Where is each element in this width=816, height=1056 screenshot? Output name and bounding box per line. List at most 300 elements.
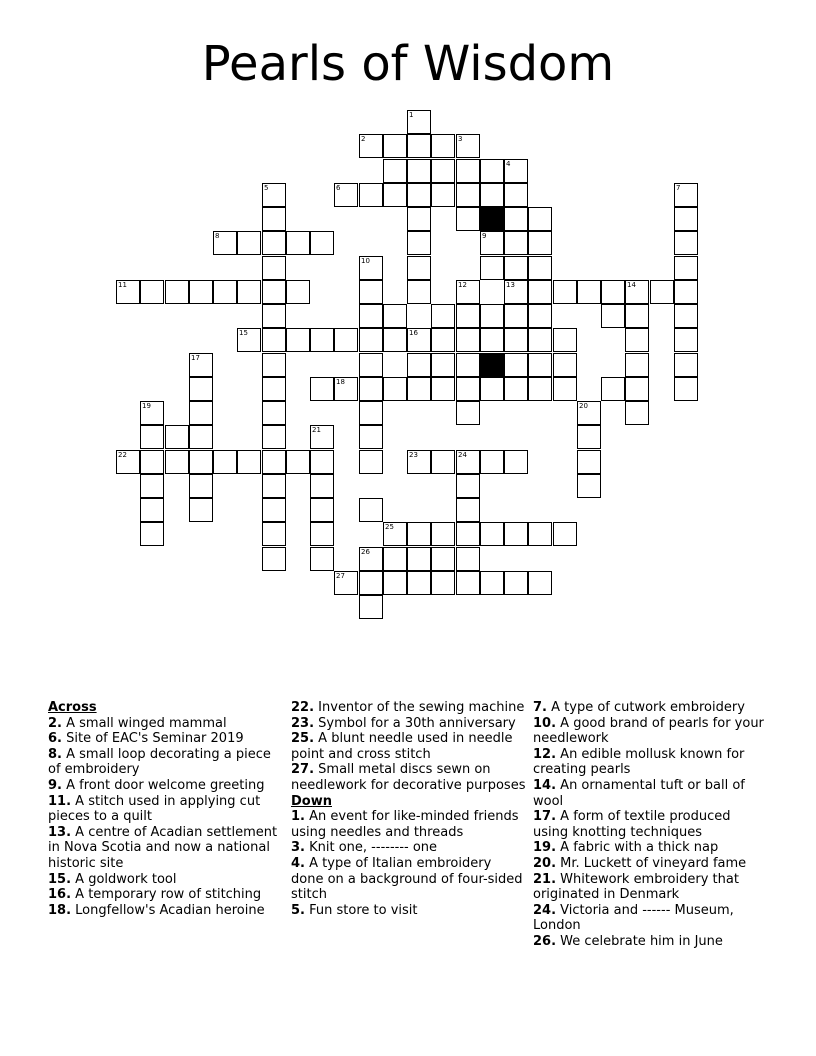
grid-cell[interactable] xyxy=(480,231,504,255)
clue-heading-down: Down xyxy=(291,793,332,809)
grid-cell[interactable] xyxy=(237,328,261,352)
clue-text: A centre of Acadian settlement in Nova Scotia and now a national historic site xyxy=(48,824,278,871)
grid-cell[interactable] xyxy=(674,353,698,377)
grid-cell[interactable] xyxy=(407,110,431,134)
cell-number: 24 xyxy=(458,451,467,459)
grid-cell[interactable] xyxy=(359,571,383,595)
cell-number: 6 xyxy=(336,184,341,192)
clue-item xyxy=(48,903,284,919)
clue-item xyxy=(533,934,769,950)
grid-cell[interactable] xyxy=(140,450,164,474)
grid-cell[interactable] xyxy=(528,377,552,401)
grid-cell[interactable] xyxy=(504,328,528,352)
clue-item xyxy=(533,809,769,840)
clue-text: A blunt needle used in needle point and cross stitch xyxy=(291,731,513,762)
cell-number: 15 xyxy=(239,329,248,337)
grid-cell[interactable] xyxy=(456,134,480,158)
clue-number: 7. xyxy=(533,700,547,715)
grid-cell[interactable] xyxy=(213,231,237,255)
grid-cell[interactable] xyxy=(407,522,431,546)
grid-cell[interactable] xyxy=(528,231,552,255)
grid-cell[interactable] xyxy=(286,450,310,474)
grid-cell[interactable] xyxy=(116,280,140,304)
clue-number: 8. xyxy=(48,746,62,762)
clue-text: A good brand of pearls for your needlework xyxy=(533,715,764,747)
cell-number: 20 xyxy=(579,402,588,410)
grid-cell[interactable] xyxy=(674,256,698,280)
grid-cell[interactable] xyxy=(383,571,407,595)
grid-cell[interactable] xyxy=(407,183,431,207)
grid-cell[interactable] xyxy=(237,231,261,255)
grid-cell[interactable] xyxy=(359,134,383,158)
grid-cell[interactable] xyxy=(480,377,504,401)
grid-cell[interactable] xyxy=(310,231,334,255)
grid-cell[interactable] xyxy=(383,377,407,401)
clue-text: A front door welcome greeting xyxy=(66,777,265,793)
grid-cell[interactable] xyxy=(528,522,552,546)
grid-cell[interactable] xyxy=(577,474,601,498)
grid-cell[interactable] xyxy=(431,328,455,352)
grid-cell[interactable] xyxy=(213,450,237,474)
grid-cell[interactable] xyxy=(334,571,358,595)
cell-number: 12 xyxy=(458,281,467,289)
clue-item xyxy=(48,872,284,888)
grid-cell[interactable] xyxy=(480,328,504,352)
grid-cell[interactable] xyxy=(456,207,480,231)
clue-number: 10. xyxy=(533,715,557,731)
grid-cell[interactable] xyxy=(237,450,261,474)
clue-column-1 xyxy=(48,700,284,918)
clue-number: 20. xyxy=(533,855,557,871)
grid-cell[interactable] xyxy=(237,280,261,304)
grid-cell[interactable] xyxy=(262,450,286,474)
grid-cell[interactable] xyxy=(456,401,480,425)
grid-cell[interactable] xyxy=(431,450,455,474)
clue-number: 18. xyxy=(48,902,72,918)
grid-cell[interactable] xyxy=(383,304,407,328)
clue-text: A form of textile produced using knotting techniques xyxy=(533,809,731,840)
grid-cell[interactable] xyxy=(310,450,334,474)
cell-number: 9 xyxy=(482,232,487,240)
clue-text: Longfellow's Acadian heroine xyxy=(75,902,265,918)
grid-cell[interactable] xyxy=(625,280,649,304)
grid-cell[interactable] xyxy=(407,377,431,401)
clue-number: 1. xyxy=(291,809,305,825)
clue-item xyxy=(48,794,284,825)
grid-cell[interactable] xyxy=(383,183,407,207)
grid-cell[interactable] xyxy=(431,547,455,571)
grid-cell[interactable] xyxy=(262,425,286,449)
cell-number: 3 xyxy=(458,135,463,143)
grid-cell[interactable] xyxy=(359,353,383,377)
clue-item xyxy=(533,856,769,872)
grid-cell[interactable] xyxy=(674,377,698,401)
cell-number: 1 xyxy=(409,111,414,119)
grid-cell[interactable] xyxy=(528,571,552,595)
cell-number: 26 xyxy=(361,548,370,556)
cell-number: 7 xyxy=(676,184,681,192)
grid-cell[interactable] xyxy=(431,377,455,401)
cell-number: 16 xyxy=(409,329,418,337)
cell-number: 14 xyxy=(627,281,636,289)
grid-cell[interactable] xyxy=(407,207,431,231)
grid-cell[interactable] xyxy=(140,425,164,449)
grid-cell[interactable] xyxy=(674,231,698,255)
grid-cell[interactable] xyxy=(213,280,237,304)
clue-text: Small metal discs sewn on needlework for decorative purposes xyxy=(291,762,526,793)
grid-cell[interactable] xyxy=(359,498,383,522)
clue-item xyxy=(48,825,284,872)
grid-cell[interactable] xyxy=(310,474,334,498)
grid-cell[interactable] xyxy=(625,328,649,352)
cell-number: 8 xyxy=(215,232,220,240)
grid-cell[interactable] xyxy=(286,231,310,255)
grid-cell[interactable] xyxy=(456,498,480,522)
clue-item xyxy=(533,903,769,934)
grid-cell[interactable] xyxy=(528,353,552,377)
grid-cell[interactable] xyxy=(334,183,358,207)
grid-cell[interactable] xyxy=(383,134,407,158)
clue-number: 3. xyxy=(291,840,305,856)
grid-cell[interactable] xyxy=(310,547,334,571)
grid-cell[interactable] xyxy=(674,280,698,304)
grid-cell[interactable] xyxy=(359,328,383,352)
clue-number: 9. xyxy=(48,777,62,793)
clue-text: A small winged mammal xyxy=(66,715,227,731)
grid-cell[interactable] xyxy=(553,377,577,401)
grid-cell[interactable] xyxy=(334,328,358,352)
grid-cell[interactable] xyxy=(165,280,189,304)
grid-cell[interactable] xyxy=(116,450,140,474)
grid-cell[interactable] xyxy=(431,571,455,595)
grid-cell[interactable] xyxy=(625,304,649,328)
grid-cell[interactable] xyxy=(601,280,625,304)
grid-cell[interactable] xyxy=(407,353,431,377)
clue-item xyxy=(533,747,769,778)
grid-cell[interactable] xyxy=(504,353,528,377)
grid-cell[interactable] xyxy=(140,498,164,522)
grid-cell[interactable] xyxy=(383,328,407,352)
grid-cell[interactable] xyxy=(625,377,649,401)
clue-text: A temporary row of stitching xyxy=(75,887,262,903)
grid-cell[interactable] xyxy=(359,401,383,425)
grid-cell[interactable] xyxy=(262,522,286,546)
grid-cell[interactable] xyxy=(674,328,698,352)
cell-number: 19 xyxy=(142,402,151,410)
clue-number: 21. xyxy=(533,871,557,887)
grid-cell[interactable] xyxy=(407,328,431,352)
grid-cell[interactable] xyxy=(577,450,601,474)
grid-cell[interactable] xyxy=(334,377,358,401)
grid-cell[interactable] xyxy=(528,256,552,280)
grid-cell[interactable] xyxy=(504,280,528,304)
grid-cell[interactable] xyxy=(262,377,286,401)
grid-cell[interactable] xyxy=(310,425,334,449)
grid-cell[interactable] xyxy=(189,377,213,401)
grid-cell[interactable] xyxy=(625,401,649,425)
clue-item xyxy=(48,716,284,732)
grid-cell[interactable] xyxy=(480,304,504,328)
grid-cell[interactable] xyxy=(456,571,480,595)
cell-number: 21 xyxy=(312,426,321,434)
clue-number: 5. xyxy=(291,902,305,918)
grid-cell[interactable] xyxy=(456,547,480,571)
grid-cell[interactable] xyxy=(431,134,455,158)
grid-cell[interactable] xyxy=(310,498,334,522)
clue-item xyxy=(533,716,769,747)
clue-number: 6. xyxy=(48,731,62,747)
cell-number: 13 xyxy=(506,281,515,289)
grid-cell[interactable] xyxy=(625,353,649,377)
clue-item xyxy=(291,856,527,903)
grid-cell[interactable] xyxy=(310,328,334,352)
clue-text: A type of Italian embroidery done on a background of four-sided stitch xyxy=(291,855,523,903)
clue-column-3 xyxy=(533,700,769,950)
clue-number: 17. xyxy=(533,809,557,825)
cell-number: 11 xyxy=(118,281,127,289)
cell-number: 27 xyxy=(336,572,345,580)
grid-cell[interactable] xyxy=(407,134,431,158)
grid-cell[interactable] xyxy=(359,595,383,619)
clue-number: 26. xyxy=(533,933,557,949)
grid-cell[interactable] xyxy=(262,547,286,571)
grid-cell[interactable] xyxy=(359,377,383,401)
grid-cell[interactable] xyxy=(504,256,528,280)
grid-cell[interactable] xyxy=(262,498,286,522)
grid-cell[interactable] xyxy=(286,328,310,352)
clue-item xyxy=(48,778,284,794)
grid-cell[interactable] xyxy=(504,571,528,595)
clue-item xyxy=(291,700,527,716)
grid-cell[interactable] xyxy=(286,280,310,304)
grid-cell[interactable] xyxy=(262,231,286,255)
cell-number: 22 xyxy=(118,451,127,459)
grid-cell[interactable] xyxy=(577,280,601,304)
grid-cell[interactable] xyxy=(431,522,455,546)
grid-cell[interactable] xyxy=(480,450,504,474)
grid-cell[interactable] xyxy=(456,377,480,401)
grid-cell[interactable] xyxy=(456,450,480,474)
grid-cell[interactable] xyxy=(456,304,480,328)
clue-text: We celebrate him in June xyxy=(560,933,723,949)
clue-text: Fun store to visit xyxy=(309,902,418,918)
grid-cell[interactable] xyxy=(407,450,431,474)
clue-number: 15. xyxy=(48,871,72,887)
grid-cell[interactable] xyxy=(140,522,164,546)
grid-cell[interactable] xyxy=(407,571,431,595)
grid-cell[interactable] xyxy=(189,401,213,425)
grid-cell[interactable] xyxy=(262,401,286,425)
grid-cell[interactable] xyxy=(504,450,528,474)
clue-text: Whitework embroidery that originated in Denmark xyxy=(533,871,739,903)
grid-cell[interactable] xyxy=(480,571,504,595)
grid-cell[interactable] xyxy=(504,159,528,183)
grid-cell[interactable] xyxy=(553,280,577,304)
grid-cell[interactable] xyxy=(189,280,213,304)
grid-cell[interactable] xyxy=(504,231,528,255)
grid-cell[interactable] xyxy=(528,304,552,328)
grid-cell[interactable] xyxy=(456,353,480,377)
clue-item xyxy=(48,731,284,747)
grid-cell[interactable] xyxy=(456,328,480,352)
clue-number: 11. xyxy=(48,793,72,809)
clue-number: 19. xyxy=(533,840,557,856)
clue-number: 24. xyxy=(533,902,557,918)
grid-cell[interactable] xyxy=(431,304,455,328)
grid-cell[interactable] xyxy=(262,304,286,328)
clue-item xyxy=(533,840,769,856)
grid-cell[interactable] xyxy=(359,450,383,474)
grid-cell[interactable] xyxy=(407,256,431,280)
grid-cell[interactable] xyxy=(262,280,286,304)
grid-cell[interactable] xyxy=(456,183,480,207)
grid-cell[interactable] xyxy=(407,280,431,304)
clue-number: 14. xyxy=(533,777,557,793)
cell-number: 25 xyxy=(385,523,394,531)
clue-text: Mr. Luckett of vineyard fame xyxy=(560,855,747,871)
grid-cell[interactable] xyxy=(601,304,625,328)
grid-cell[interactable] xyxy=(359,304,383,328)
grid-cell[interactable] xyxy=(504,304,528,328)
grid-cell[interactable] xyxy=(165,425,189,449)
grid-cell[interactable] xyxy=(383,522,407,546)
grid-cell[interactable] xyxy=(480,256,504,280)
clue-item xyxy=(48,887,284,903)
puzzle-title: Pearls of Wisdom xyxy=(201,36,615,92)
grid-cell[interactable] xyxy=(359,183,383,207)
grid-cell[interactable] xyxy=(140,401,164,425)
clue-text: An event for like-minded friends using needles and threads xyxy=(291,809,519,840)
grid-cell[interactable] xyxy=(189,425,213,449)
clue-number: 12. xyxy=(533,746,557,762)
grid-cell[interactable] xyxy=(504,522,528,546)
grid-cell[interactable] xyxy=(383,547,407,571)
grid-cell[interactable] xyxy=(359,256,383,280)
clue-item xyxy=(533,700,769,716)
grid-cell[interactable] xyxy=(189,450,213,474)
grid-cell[interactable] xyxy=(262,474,286,498)
clue-item xyxy=(291,731,527,762)
grid-cell[interactable] xyxy=(577,401,601,425)
grid-cell[interactable] xyxy=(504,183,528,207)
grid-cell[interactable] xyxy=(359,280,383,304)
clue-text: A type of cutwork embroidery xyxy=(551,700,745,715)
grid-cell[interactable] xyxy=(310,377,334,401)
clue-text: Site of EAC's Seminar 2019 xyxy=(66,731,244,747)
grid-cell[interactable] xyxy=(553,328,577,352)
grid-cell[interactable] xyxy=(528,280,552,304)
clue-item xyxy=(291,716,527,732)
clue-text: An edible mollusk known for creating pearls xyxy=(533,746,745,778)
grid-cell[interactable] xyxy=(189,498,213,522)
clue-text: An ornamental tuft or ball of wool xyxy=(533,777,745,809)
grid-cell[interactable] xyxy=(431,183,455,207)
clue-item xyxy=(48,747,284,778)
grid-cell[interactable] xyxy=(262,256,286,280)
grid-cell[interactable] xyxy=(189,474,213,498)
clue-number: 2. xyxy=(48,715,62,731)
grid-cell[interactable] xyxy=(407,547,431,571)
clue-number: 4. xyxy=(291,855,305,871)
clue-text: Inventor of the sewing machine xyxy=(318,700,525,715)
grid-cell[interactable] xyxy=(601,377,625,401)
clue-text: A fabric with a thick nap xyxy=(560,840,719,856)
grid-cell[interactable] xyxy=(650,280,674,304)
cell-number: 4 xyxy=(506,160,511,168)
grid-cell[interactable] xyxy=(431,353,455,377)
clue-number: 23. xyxy=(291,715,315,731)
grid-cell[interactable] xyxy=(383,159,407,183)
grid-cell[interactable] xyxy=(528,207,552,231)
clue-text: A small loop decorating a piece of embroidery xyxy=(48,746,271,778)
grid-cell[interactable] xyxy=(140,474,164,498)
grid-cell[interactable] xyxy=(528,328,552,352)
grid-cell[interactable] xyxy=(407,231,431,255)
grid-cell[interactable] xyxy=(456,474,480,498)
cell-number: 10 xyxy=(361,257,370,265)
grid-cell[interactable] xyxy=(359,425,383,449)
grid-cell[interactable] xyxy=(553,522,577,546)
grid-cell[interactable] xyxy=(480,522,504,546)
clue-text: Symbol for a 30th anniversary xyxy=(318,715,516,731)
grid-cell[interactable] xyxy=(359,547,383,571)
cell-number: 18 xyxy=(336,378,345,386)
clue-number: 22. xyxy=(291,700,315,715)
clue-text: Knit one, -------- one xyxy=(309,840,438,856)
cell-number: 5 xyxy=(264,184,269,192)
grid-cell[interactable] xyxy=(262,207,286,231)
grid-cell[interactable] xyxy=(504,377,528,401)
clue-item xyxy=(291,809,527,840)
clue-item xyxy=(291,840,527,856)
grid-cell[interactable] xyxy=(189,353,213,377)
clue-item xyxy=(533,872,769,903)
clue-text: A stitch used in applying cut pieces to a quilt xyxy=(48,793,261,825)
clue-column-2 xyxy=(291,700,527,918)
grid-cell[interactable] xyxy=(480,183,504,207)
grid-cell[interactable] xyxy=(553,353,577,377)
grid-cell[interactable] xyxy=(431,159,455,183)
grid-cell[interactable] xyxy=(262,183,286,207)
grid-block-cell xyxy=(480,353,504,377)
grid-cell[interactable] xyxy=(480,159,504,183)
clue-item xyxy=(291,903,527,919)
grid-cell[interactable] xyxy=(262,353,286,377)
grid-cell[interactable] xyxy=(310,522,334,546)
grid-cell[interactable] xyxy=(456,280,480,304)
grid-cell[interactable] xyxy=(577,425,601,449)
grid-cell[interactable] xyxy=(674,207,698,231)
clue-number: 16. xyxy=(48,887,72,903)
grid-cell[interactable] xyxy=(165,450,189,474)
clue-number: 27. xyxy=(291,762,315,778)
grid-cell[interactable] xyxy=(674,183,698,207)
clue-number: 13. xyxy=(48,824,72,840)
grid-cell[interactable] xyxy=(674,304,698,328)
clue-number: 25. xyxy=(291,731,315,747)
grid-cell[interactable] xyxy=(140,280,164,304)
clue-heading-across: Across xyxy=(48,700,97,715)
grid-cell[interactable] xyxy=(456,522,480,546)
grid-cell[interactable] xyxy=(262,328,286,352)
cell-number: 23 xyxy=(409,451,418,459)
clue-item xyxy=(533,778,769,809)
grid-cell[interactable] xyxy=(456,159,480,183)
clue-text: Victoria and ------ Museum, London xyxy=(533,902,734,934)
grid-cell[interactable] xyxy=(407,159,431,183)
grid-cell[interactable] xyxy=(504,207,528,231)
clue-text: A goldwork tool xyxy=(75,871,177,887)
